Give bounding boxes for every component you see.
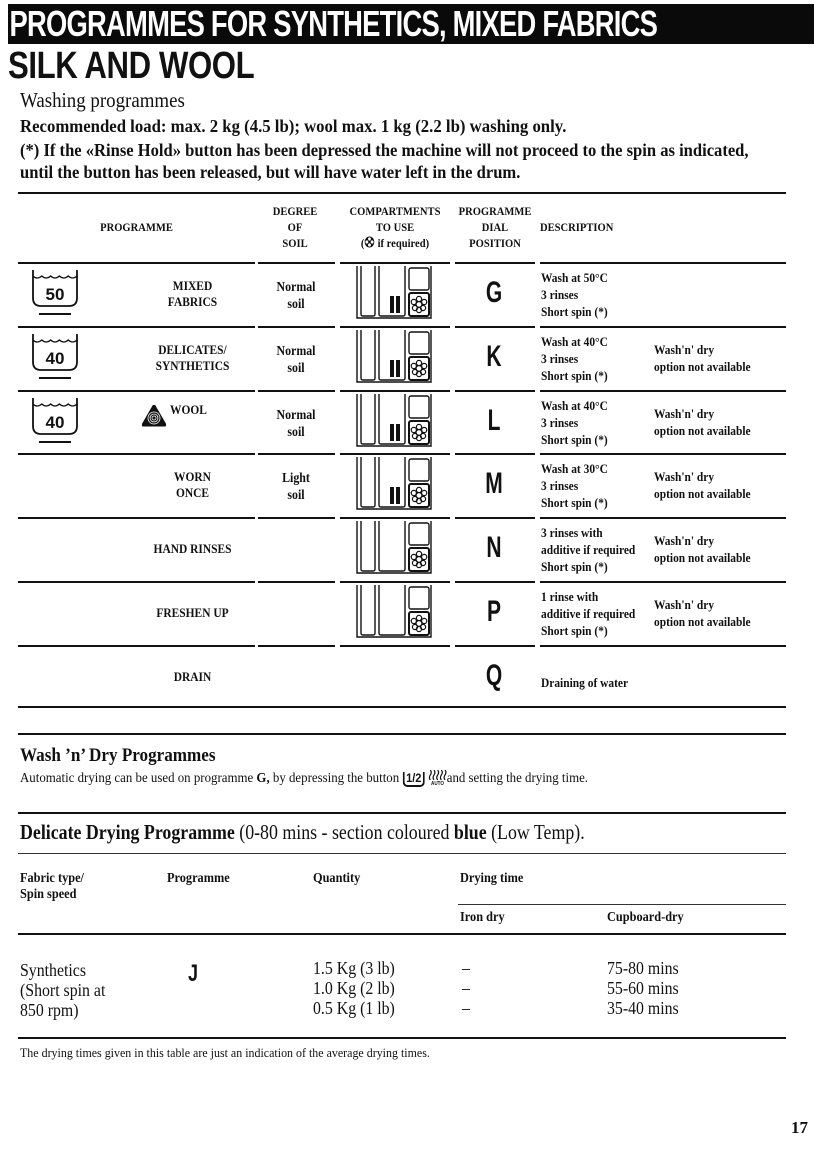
wash-tub-icon [30, 396, 80, 440]
programme-name: WORN ONCE [174, 469, 211, 500]
softener-flower-icon [411, 551, 427, 567]
row-rule [258, 517, 335, 519]
col-header-degree: DEGREE OF SOIL [272, 204, 318, 250]
drying-quantity-cell: 1.5 Kg (3 lb) 1.0 Kg (2 lb) 0.5 Kg (1 lb) [313, 958, 395, 1018]
col-header-dial: PROGRAMME DIAL POSITION [458, 204, 532, 250]
wash-tub-icon [30, 332, 80, 376]
drying-cupboard-dry-cell: 75-80 mins 55-60 mins 35-40 mins [607, 958, 679, 1018]
drying-iron-dry-cell: – – – [462, 958, 470, 1018]
row-rule [540, 326, 786, 328]
gentle-wash-bar [39, 313, 71, 315]
col-header-compartments: COMPARTMENTS TO USE ( if required) [349, 204, 441, 250]
page-title-bar [8, 4, 814, 44]
softener-flower-icon [364, 236, 375, 248]
soil-degree: Normal soil [276, 344, 316, 376]
dial-position: G [485, 276, 503, 309]
row-rule [455, 326, 535, 328]
wash-n-dry-availability: Wash'n' dry option not available [654, 406, 751, 438]
row-rule [18, 453, 255, 455]
programme-description: 1 rinse with additive if required Short spin (*) [541, 589, 636, 638]
row-rule [258, 581, 335, 583]
col-header-cupboard-dry: Cupboard-dry [607, 910, 684, 925]
row-rule [540, 453, 786, 455]
row-rule [18, 517, 255, 519]
col-header-programme: PROGRAMME [100, 220, 173, 234]
row-rule [455, 645, 535, 647]
programme-name: WOOL [170, 402, 207, 417]
page-title-line1: PROGRAMMES FOR SYNTHETICS, MIXED FABRICS [9, 4, 658, 44]
wash-n-dry-text: Automatic drying can be used on programme G, by depressing the button 1/2 AUTO and setting the drying time. [20, 771, 589, 787]
row-rule [455, 581, 535, 583]
softener-flower-icon [411, 296, 427, 312]
svg-text:40: 40 [45, 349, 65, 368]
svg-text:50: 50 [45, 285, 65, 304]
half-load-button-icon: 1/2 [402, 772, 425, 787]
wash-tub-50-icon [30, 268, 80, 315]
programme-name: HAND RINSES [153, 541, 232, 556]
row-rule [258, 390, 335, 392]
row-rule [540, 581, 786, 583]
dial-position: Q [485, 659, 503, 692]
programme-description: Draining of water [541, 675, 629, 690]
page-title-line2: SILK AND WOOL [8, 45, 255, 87]
row-rule [540, 517, 786, 519]
wash-n-dry-heading: Wash ’n’ Dry Programmes [20, 745, 216, 766]
softener-flower-icon [411, 487, 427, 503]
row-rule [18, 326, 255, 328]
wash-n-dry-availability: Wash'n' dry option not available [654, 342, 751, 374]
dial-position: N [486, 531, 502, 564]
dial-position: M [485, 467, 503, 500]
row-rule [340, 390, 450, 392]
programme-description: Wash at 40°C 3 rinses Short spin (*) [541, 398, 608, 447]
soil-degree: Normal soil [276, 280, 316, 312]
row-rule [540, 645, 786, 647]
dial-position: P [486, 595, 501, 628]
table-bottom-rule [18, 706, 786, 708]
detergent-drawer-icon [355, 330, 433, 386]
row-rule [18, 645, 255, 647]
wash-n-dry-availability: Wash'n' dry option not available [654, 597, 751, 629]
row-rule [340, 326, 450, 328]
row-rule [455, 517, 535, 519]
woolmark-icon [142, 405, 166, 427]
drying-time-rule [458, 904, 786, 905]
programme-name: MIXED FABRICS [167, 278, 218, 309]
detergent-drawer-icon [355, 457, 433, 513]
row-rule [340, 517, 450, 519]
row-rule [18, 390, 255, 392]
row-rule [340, 581, 450, 583]
programme-description: Wash at 30°C 3 rinses Short spin (*) [541, 461, 608, 510]
wash-tub-icon [30, 268, 80, 312]
row-rule [258, 326, 335, 328]
washing-heading: Washing programmes [20, 88, 185, 112]
drying-header-rule [18, 933, 786, 935]
svg-text:40: 40 [45, 413, 65, 432]
softener-flower-icon [411, 615, 427, 631]
col-header-description: DESCRIPTION [540, 220, 614, 234]
row-rule [540, 262, 786, 264]
col-header-quantity: Quantity [313, 871, 361, 886]
page-number: 17 [791, 1118, 808, 1137]
softener-flower-icon [411, 360, 427, 376]
col-header-drying-programme: Programme [167, 871, 230, 886]
recommended-load: Recommended load: max. 2 kg (4.5 lb); wool max. 1 kg (2.2 lb) washing only. [20, 116, 567, 136]
programme-name: DRAIN [173, 669, 212, 684]
drying-programme-cell: J [188, 960, 199, 987]
row-rule [340, 453, 450, 455]
softener-flower-icon [411, 424, 427, 440]
auto-dry-icon: AUTO [428, 770, 446, 788]
row-rule [258, 262, 335, 264]
row-rule [18, 581, 255, 583]
programme-description: Wash at 40°C 3 rinses Short spin (*) [541, 334, 608, 383]
col-header-iron-dry: Iron dry [460, 910, 505, 925]
section-rule [18, 733, 786, 735]
wash-n-dry-availability: Wash'n' dry option not available [654, 533, 751, 565]
detergent-drawer-icon [355, 585, 433, 641]
rinse-hold-note: (*) If the «Rinse Hold» button has been depressed the machine will not proceed to the spin as indicated, until the button has been released, but will have water left in the drum. [20, 140, 749, 182]
drying-bottom-rule [18, 1037, 786, 1039]
programme-description: 3 rinses with additive if required Short spin (*) [541, 525, 636, 574]
detergent-drawer-icon [355, 266, 433, 322]
row-rule [340, 262, 450, 264]
drying-footnote: The drying times given in this table are just an indication of the average drying times. [20, 1045, 430, 1060]
row-rule [540, 390, 786, 392]
wash-tub-40-icon [30, 332, 80, 379]
wash-tub-40-icon [30, 396, 80, 443]
col-header-drying-time: Drying time [460, 871, 524, 886]
dial-position: K [486, 340, 502, 373]
drying-title: Delicate Drying Programme (0-80 mins - section coloured blue (Low Temp). [20, 820, 585, 844]
drying-title-rule [18, 853, 786, 854]
row-rule [18, 262, 255, 264]
row-rule [455, 453, 535, 455]
row-rule [455, 390, 535, 392]
soil-degree: Light soil [282, 471, 310, 503]
row-rule [455, 262, 535, 264]
drying-fabric-cell: Synthetics (Short spin at 850 rpm) [20, 960, 106, 1020]
row-rule [258, 645, 335, 647]
col-header-fabric: Fabric type/ Spin speed [20, 871, 84, 902]
wash-n-dry-availability: Wash'n' dry option not available [654, 469, 751, 501]
programme-name: FRESHEN UP [156, 605, 229, 620]
gentle-wash-bar [39, 441, 71, 443]
soil-degree: Normal soil [276, 408, 316, 440]
row-rule [258, 453, 335, 455]
programme-name: DELICATES/ SYNTHETICS [155, 342, 230, 373]
heat-waves-icon [428, 770, 446, 780]
detergent-drawer-icon [355, 394, 433, 450]
dial-position: L [487, 404, 501, 437]
table-top-rule [18, 192, 786, 194]
programme-description: Wash at 50°C 3 rinses Short spin (*) [541, 270, 608, 319]
detergent-drawer-icon [355, 521, 433, 577]
gentle-wash-bar [39, 377, 71, 379]
row-rule [340, 645, 450, 647]
drying-section-rule [18, 812, 786, 814]
